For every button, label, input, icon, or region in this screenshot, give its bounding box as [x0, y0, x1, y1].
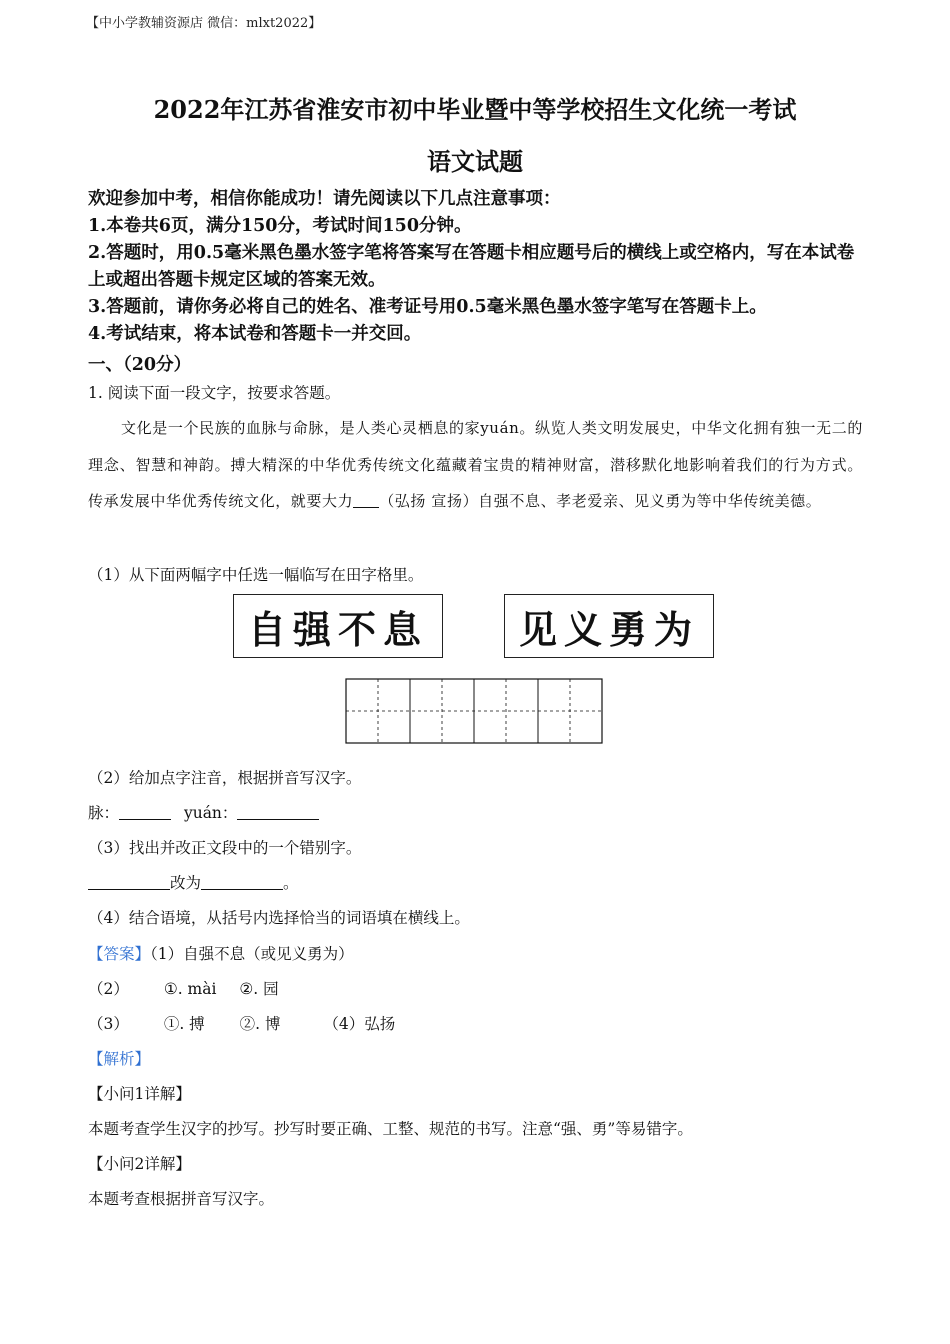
answer-item: ②. 园 [239, 980, 279, 998]
notice-line: 1.本卷共6页，满分150分，考试时间150分钟。 [88, 216, 472, 236]
notice-line: 2.答题时，用0.5毫米黑色墨水签字笔将答案写在答题卡相应题号后的横线上或空格内，写在本试卷上或超出答题卡规定区域的答案无效。 [88, 243, 855, 290]
source-tag: 【中小学教辅资源店 微信：mlxt2022】 [86, 16, 322, 31]
answer-line-1 [88, 942, 354, 964]
exam-subject: 语文试题 [427, 147, 523, 176]
period: 。 [283, 874, 299, 892]
answer-num: （3） [88, 1015, 129, 1033]
answer-item: ①. mài [163, 980, 217, 998]
analysis-sub1-text: 本题考查学生汉字的抄写。抄写时要正确、工整、规范的书写。注意“强、勇”等易错字。 [88, 1120, 693, 1138]
subquestion-1: （1）从下面两幅字中任选一幅临写在田字格里。 [88, 566, 424, 584]
answer-num: （2） [88, 980, 129, 998]
notice-line: 4.考试结束，将本试卷和答题卡一并交回。 [88, 324, 422, 344]
reading-passage [88, 410, 863, 520]
mai-blank[interactable] [119, 803, 171, 820]
answer-text: （1）自强不息（或见义勇为） [150, 945, 354, 963]
subquestion-3: （3）找出并改正文段中的一个错别字。 [88, 839, 362, 857]
subquestion-4: （4）结合语境，从括号内选择恰当的词语填在横线上。 [88, 909, 470, 927]
calligraphy-left: 自强不息 [233, 594, 443, 658]
pinyin-blanks [88, 801, 319, 823]
passage-text: 文化是一个民族的血脉与命脉，是人类心灵栖息的家yuán。纵览人类文明发展史，中华文化拥有独一无二的理念、智慧和神韵。搏大精深的中华优秀传统文化蕴藏着宝贵的精神财富，潜移默化地影响着我们的行为方式。传承发展中华优秀传统文化，就要大力 [88, 419, 863, 510]
notice-line: 3.答题前，请你务必将自己的姓名、准考证号用0.5毫米黑色墨水签字笔写在答题卡上。 [88, 297, 767, 317]
tianzige-grid[interactable] [345, 678, 605, 746]
exam-title: 2022年江苏省淮安市初中毕业暨中等学校招生文化统一考试 [153, 95, 797, 124]
change-to-label: 改为 [170, 874, 202, 892]
answer-line-2 [88, 977, 279, 999]
yuan-label: yuán： [183, 804, 238, 822]
wrong-char-blank[interactable] [88, 873, 170, 890]
calligraphy-right: 见义勇为 [504, 594, 714, 658]
correct-char-blank[interactable] [201, 873, 283, 890]
notice-line: 欢迎参加中考，相信你能成功！请先阅读以下几点注意事项： [88, 189, 561, 209]
correction-blanks [88, 871, 299, 893]
passage-blank[interactable] [353, 491, 379, 508]
mai-label: 脉： [88, 804, 120, 822]
answer-label: 【答案】 [88, 945, 151, 963]
analysis-sub1-heading: 【小问1详解】 [88, 1085, 191, 1103]
answer-item: ②. 博 [239, 1015, 281, 1033]
section-heading: 一、（20分） [88, 355, 192, 375]
notice-block [88, 186, 868, 348]
subquestion-2: （2）给加点字注音，根据拼音写汉字。 [88, 769, 362, 787]
answer-item: （4）弘扬 [323, 1015, 396, 1033]
analysis-sub2-heading: 【小问2详解】 [88, 1155, 191, 1173]
passage-text: （弘扬 宣扬）自强不息、孝老爱亲、见义勇为等中华传统美德。 [379, 492, 822, 510]
yuan-blank[interactable] [237, 803, 319, 820]
analysis-label: 【解析】 [88, 1050, 151, 1068]
question-stem: 1. 阅读下面一段文字，按要求答题。 [88, 384, 341, 402]
answer-item: ①. 搏 [163, 1015, 205, 1033]
answer-line-3 [88, 1012, 395, 1034]
analysis-sub2-text: 本题考查根据拼音写汉字。 [88, 1190, 275, 1208]
